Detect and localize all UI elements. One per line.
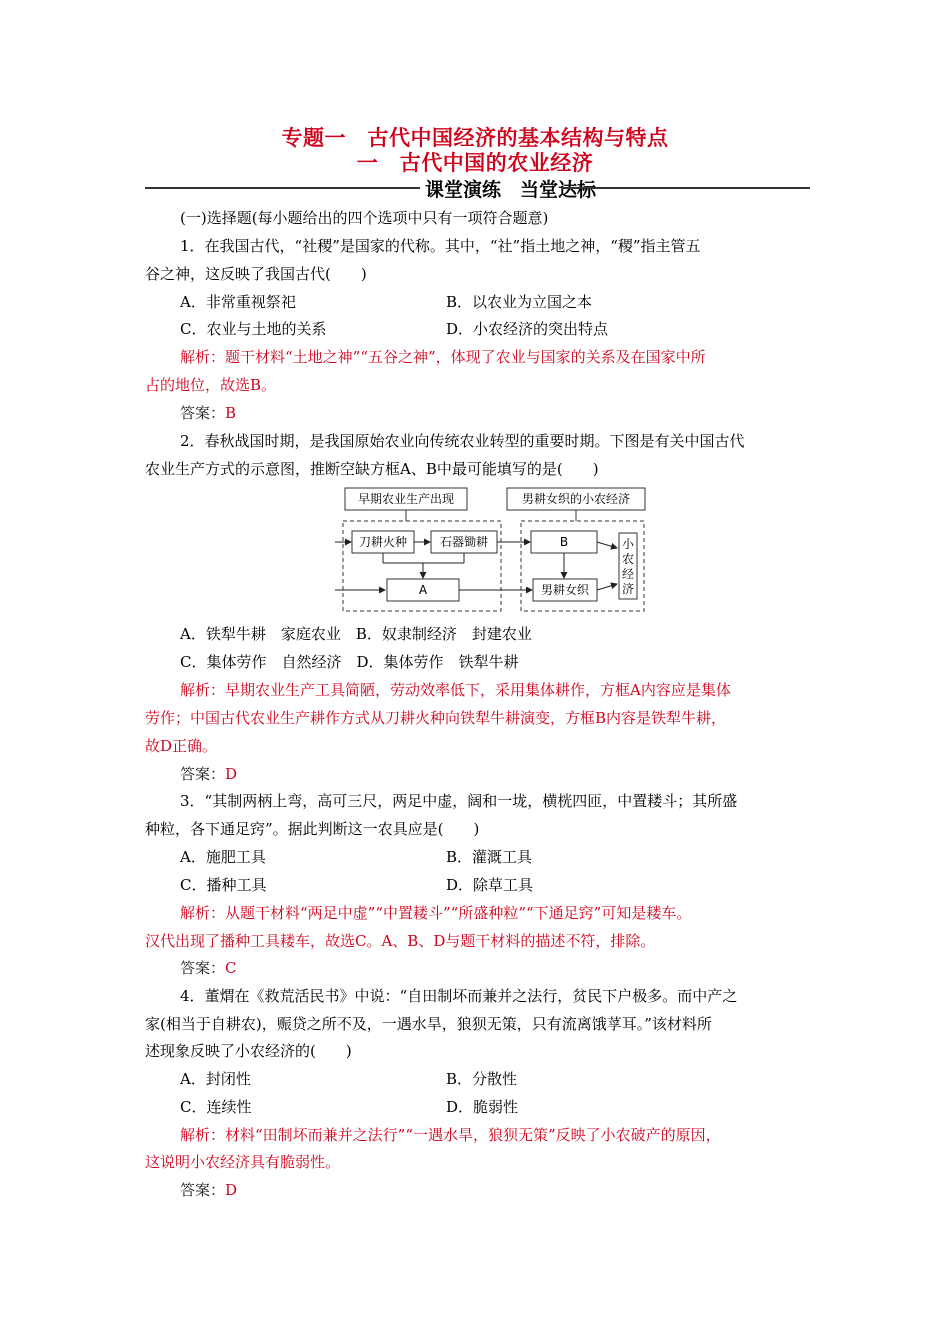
small-farming-char: 济 bbox=[621, 582, 635, 596]
q4-stem-line2: 家(相当于自耕农)，赈贷之所不及，一遇水旱，狼狈无策，只有流离饿莩耳。”该材料所 bbox=[145, 1015, 712, 1033]
answer-value: D bbox=[225, 1181, 238, 1199]
q1-explanation-line2: 占的地位，故选B。 bbox=[145, 376, 277, 394]
q3-explanation-line2: 汉代出现了播种工具耧车，故选C。A、B、D与题干材料的描述不符，排除。 bbox=[145, 932, 656, 950]
q4-explanation-line2: 这说明小农经济具有脆弱性。 bbox=[145, 1153, 341, 1171]
q3-option-c: C．播种工具 bbox=[180, 876, 267, 894]
small-farming-char: 农 bbox=[621, 552, 635, 566]
q1-explanation-line1: 解析：题干材料“土地之神”“五谷之神”，体现了农业与国家的关系及在国家中所 bbox=[180, 348, 706, 366]
q3-explanation-line1: 解析：从题干材料“两足中虚”“中置耧斗”“所盛种粒”“下通足窍”可知是耧车。 bbox=[180, 904, 692, 922]
q1-option-b: B．以农业为立国之本 bbox=[446, 293, 593, 311]
right-header-label: 男耕女织的小农经济 bbox=[521, 492, 631, 506]
q1-stem-line1: 1．在我国古代，“社稷”是国家的代称。其中，“社”指土地之神，“稷”指主管五 bbox=[180, 237, 701, 255]
box-a-label: A bbox=[418, 583, 428, 597]
q3-option-d: D．除草工具 bbox=[446, 876, 534, 894]
q4-stem-line1: 4．董煟在《救荒活民书》中说：“自田制坏而兼并之法行，贫民下户极多。而中产之 bbox=[180, 987, 738, 1005]
banner-rule-left bbox=[145, 187, 420, 189]
q1-option-d: D．小农经济的突出特点 bbox=[446, 320, 609, 338]
q2-options-cd: C．集体劳作 自然经济 D．集体劳作 铁犁牛耕 bbox=[180, 653, 519, 671]
q1-option-a: A．非常重视祭祀 bbox=[180, 293, 296, 311]
stone-hoe-label: 石器锄耕 bbox=[439, 535, 489, 549]
section-banner bbox=[145, 175, 810, 201]
q2-explanation-line3: 故D正确。 bbox=[145, 737, 218, 755]
banner-rule-right bbox=[562, 187, 810, 189]
banner-text: 课堂演练 当堂达标 bbox=[425, 179, 597, 201]
q2-explanation-line1: 解析：早期农业生产工具简陋，劳动效率低下，采用集体耕作，方框A内容应是集体 bbox=[180, 681, 731, 699]
q3-stem-line1: 3．“其制两柄上弯，高可三尺，两足中虚，阔和一垅，横桄四匝，中置耧斗；其所盛 bbox=[180, 792, 738, 810]
section-heading: (一)选择题(每小题给出的四个选项中只有一项符合题意) bbox=[180, 209, 549, 227]
q1-stem-line2: 谷之神，这反映了我国古代( ) bbox=[145, 265, 367, 283]
small-farming-char: 小 bbox=[621, 537, 635, 551]
answer-value: C bbox=[225, 959, 237, 977]
box-b-label: B bbox=[559, 535, 569, 549]
q4-explanation-line1: 解析：材料“田制坏而兼并之法行”“一遇水旱，狼狈无策”反映了小农破产的原因， bbox=[180, 1126, 721, 1144]
answer-label: 答案： bbox=[180, 959, 226, 977]
answer-label: 答案： bbox=[180, 404, 226, 422]
q3-option-a: A．施肥工具 bbox=[180, 848, 266, 866]
answer-label: 答案： bbox=[180, 1181, 226, 1199]
q2-stem-line2: 农业生产方式的示意图，推断空缺方框A、B中最可能填写的是( ) bbox=[145, 460, 599, 478]
q4-option-a: A．封闭性 bbox=[180, 1070, 251, 1088]
answer-value: D bbox=[225, 765, 238, 783]
farming-weaving-label: 男耕女织 bbox=[540, 583, 590, 597]
q4-answer bbox=[180, 1180, 237, 1200]
left-header-label: 早期农业生产出现 bbox=[357, 492, 455, 506]
farming-diagram bbox=[335, 480, 660, 615]
small-farming-char: 经 bbox=[621, 567, 635, 581]
q1-answer bbox=[180, 403, 236, 423]
slash-burn-label: 刀耕火种 bbox=[358, 535, 408, 549]
q4-option-c: C．连续性 bbox=[180, 1098, 252, 1116]
answer-value: B bbox=[225, 404, 237, 422]
q4-option-b: B．分散性 bbox=[446, 1070, 518, 1088]
answer-label: 答案： bbox=[180, 765, 226, 783]
chapter-title: 专题一 古代中国经济的基本结构与特点 bbox=[281, 126, 669, 150]
q2-options-ab: A．铁犁牛耕 家庭农业 B．奴隶制经济 封建农业 bbox=[180, 625, 532, 643]
q3-option-b: B．灌溉工具 bbox=[446, 848, 533, 866]
q3-answer bbox=[180, 958, 237, 978]
q2-stem-line1: 2．春秋战国时期，是我国原始农业向传统农业转型的重要时期。下图是有关中国古代 bbox=[180, 432, 745, 450]
q2-explanation-line2: 劳作；中国古代农业生产耕作方式从刀耕火种向铁犁牛耕演变，方框B内容是铁犁牛耕， bbox=[145, 709, 727, 727]
small-farming-label bbox=[622, 537, 635, 596]
q4-stem-line3: 述现象反映了小农经济的( ) bbox=[145, 1042, 352, 1060]
q1-option-c: C．农业与土地的关系 bbox=[180, 320, 327, 338]
q4-option-d: D．脆弱性 bbox=[446, 1098, 519, 1116]
q3-stem-line2: 种粒，各下通足窍”。据此判断这一农具应是( ) bbox=[145, 820, 480, 838]
q2-answer bbox=[180, 764, 237, 784]
farming-diagram-svg bbox=[335, 480, 660, 615]
lesson-title: 一 古代中国的农业经济 bbox=[356, 151, 594, 175]
